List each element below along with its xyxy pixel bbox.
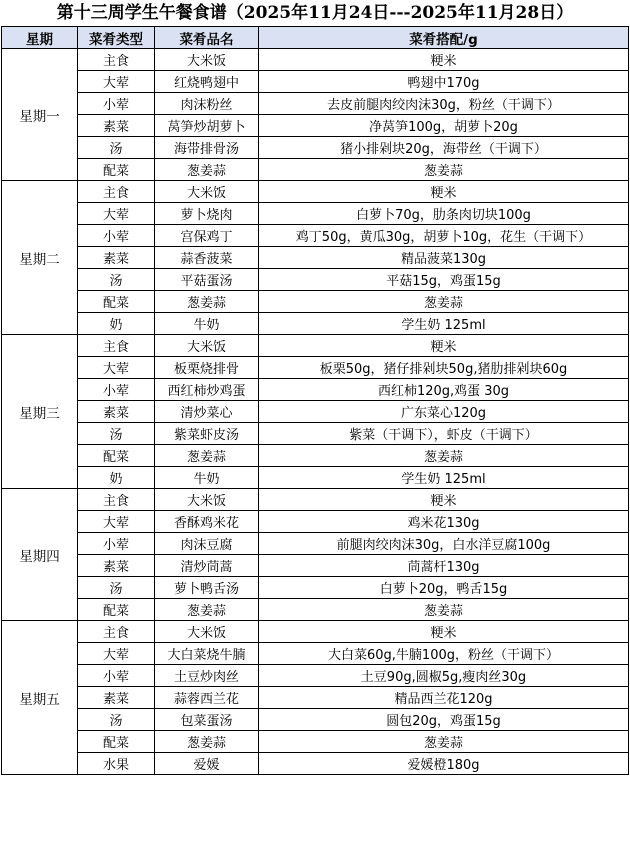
dish-name-cell: 葱姜蒜 (155, 291, 259, 313)
dish-name-cell: 葱姜蒜 (155, 445, 259, 467)
dish-type-cell: 素菜 (78, 115, 155, 137)
table-row (2, 313, 629, 335)
ingredients-cell: 西红柿120g,鸡蛋 30g (259, 379, 629, 401)
dish-name-cell: 大白菜烧牛腩 (155, 643, 259, 665)
dish-type-cell: 素菜 (78, 555, 155, 577)
table-row (2, 555, 629, 577)
day-cell: 星期二 (2, 181, 78, 335)
day-cell: 星期五 (2, 621, 78, 775)
ingredients-cell: 大白菜60g,牛腩100g，粉丝（干调下） (259, 643, 629, 665)
dish-type-cell: 主食 (78, 49, 155, 71)
table-row (2, 181, 629, 203)
ingredients-cell: 平菇15g，鸡蛋15g (259, 269, 629, 291)
dish-name-cell: 平菇蛋汤 (155, 269, 259, 291)
dish-name-cell: 土豆炒肉丝 (155, 665, 259, 687)
ingredients-cell: 紫菜（干调下），虾皮（干调下） (259, 423, 629, 445)
dish-name-cell: 大米饭 (155, 489, 259, 511)
table-row (2, 225, 629, 247)
day-cell: 星期一 (2, 49, 78, 181)
ingredients-cell: 粳米 (259, 335, 629, 357)
table-row (2, 753, 629, 775)
table-row (2, 203, 629, 225)
day-cell: 星期四 (2, 489, 78, 621)
dish-name-cell: 海带排骨汤 (155, 137, 259, 159)
table-row (2, 445, 629, 467)
dish-type-cell: 汤 (78, 709, 155, 731)
dish-type-cell: 小荤 (78, 93, 155, 115)
dish-type-cell: 汤 (78, 269, 155, 291)
dish-type-cell: 小荤 (78, 533, 155, 555)
table-row (2, 159, 629, 181)
table-row (2, 379, 629, 401)
table-row (2, 665, 629, 687)
dish-name-cell: 葱姜蒜 (155, 599, 259, 621)
dish-type-cell: 汤 (78, 137, 155, 159)
ingredients-cell: 广东菜心120g (259, 401, 629, 423)
dish-name-cell: 牛奶 (155, 467, 259, 489)
dish-type-cell: 配菜 (78, 731, 155, 753)
ingredients-cell: 净莴笋100g，胡萝卜20g (259, 115, 629, 137)
ingredients-cell: 葱姜蒜 (259, 599, 629, 621)
ingredients-cell: 土豆90g,圆椒5g,瘦肉丝30g (259, 665, 629, 687)
ingredients-cell: 精品菠菜130g (259, 247, 629, 269)
dish-type-cell: 水果 (78, 753, 155, 775)
dish-name-cell: 西红柿炒鸡蛋 (155, 379, 259, 401)
dish-type-cell: 配菜 (78, 291, 155, 313)
ingredients-cell: 茼蒿杆130g (259, 555, 629, 577)
ingredients-cell: 粳米 (259, 181, 629, 203)
dish-type-cell: 配菜 (78, 159, 155, 181)
dish-name-cell: 香酥鸡米花 (155, 511, 259, 533)
table-row (2, 489, 629, 511)
dish-name-cell: 葱姜蒜 (155, 159, 259, 181)
dish-name-cell: 莴笋炒胡萝卜 (155, 115, 259, 137)
ingredients-cell: 猪小排剁块20g，海带丝（干调下） (259, 137, 629, 159)
dish-name-cell: 蒜香菠菜 (155, 247, 259, 269)
dish-name-cell: 肉沫豆腐 (155, 533, 259, 555)
dish-type-cell: 主食 (78, 335, 155, 357)
dish-type-cell: 配菜 (78, 445, 155, 467)
dish-name-cell: 牛奶 (155, 313, 259, 335)
dish-name-cell: 大米饭 (155, 621, 259, 643)
table-row (2, 467, 629, 489)
dish-type-cell: 大荤 (78, 203, 155, 225)
dish-name-cell: 蒜蓉西兰花 (155, 687, 259, 709)
table-row (2, 291, 629, 313)
ingredients-cell: 白萝卜20g，鸭舌15g (259, 577, 629, 599)
header-name: 菜肴品名 (155, 27, 259, 49)
ingredients-cell: 鸡米花130g (259, 511, 629, 533)
dish-type-cell: 小荤 (78, 665, 155, 687)
dish-type-cell: 汤 (78, 423, 155, 445)
ingredients-cell: 学生奶 125ml (259, 313, 629, 335)
table-row (2, 335, 629, 357)
ingredients-cell: 爱媛橙180g (259, 753, 629, 775)
dish-name-cell: 包菜蛋汤 (155, 709, 259, 731)
dish-type-cell: 素菜 (78, 687, 155, 709)
dish-type-cell: 小荤 (78, 379, 155, 401)
dish-type-cell: 大荤 (78, 643, 155, 665)
table-row (2, 137, 629, 159)
dish-type-cell: 奶 (78, 313, 155, 335)
table-row (2, 423, 629, 445)
table-row (2, 357, 629, 379)
header-ingredients: 菜肴搭配/g (259, 27, 629, 49)
dish-name-cell: 清炒菜心 (155, 401, 259, 423)
table-row (2, 93, 629, 115)
dish-name-cell: 肉沫粉丝 (155, 93, 259, 115)
ingredients-cell: 精品西兰花120g (259, 687, 629, 709)
dish-name-cell: 大米饭 (155, 335, 259, 357)
table-row (2, 115, 629, 137)
ingredients-cell: 学生奶 125ml (259, 467, 629, 489)
table-row (2, 247, 629, 269)
ingredients-cell: 白萝卜70g，肋条肉切块100g (259, 203, 629, 225)
table-row (2, 49, 629, 71)
dish-type-cell: 大荤 (78, 511, 155, 533)
dish-type-cell: 素菜 (78, 247, 155, 269)
menu-table (1, 26, 629, 775)
ingredients-cell: 粳米 (259, 621, 629, 643)
dish-name-cell: 红烧鸭翅中 (155, 71, 259, 93)
ingredients-cell: 鸭翅中170g (259, 71, 629, 93)
dish-type-cell: 大荤 (78, 357, 155, 379)
header-row (2, 27, 629, 49)
dish-name-cell: 葱姜蒜 (155, 731, 259, 753)
ingredients-cell: 去皮前腿肉绞肉沫30g，粉丝（干调下） (259, 93, 629, 115)
dish-name-cell: 板栗烧排骨 (155, 357, 259, 379)
day-cell: 星期三 (2, 335, 78, 489)
ingredients-cell: 粳米 (259, 49, 629, 71)
ingredients-cell: 板栗50g，猪仔排剁块50g,猪肋排剁块60g (259, 357, 629, 379)
dish-type-cell: 奶 (78, 467, 155, 489)
dish-name-cell: 宫保鸡丁 (155, 225, 259, 247)
table-row (2, 643, 629, 665)
table-row (2, 269, 629, 291)
dish-type-cell: 配菜 (78, 599, 155, 621)
ingredients-cell: 粳米 (259, 489, 629, 511)
table-row (2, 577, 629, 599)
table-body (2, 49, 629, 775)
dish-name-cell: 大米饭 (155, 49, 259, 71)
ingredients-cell: 葱姜蒜 (259, 291, 629, 313)
dish-type-cell: 大荤 (78, 71, 155, 93)
header-type: 菜肴类型 (78, 27, 155, 49)
ingredients-cell: 前腿肉绞肉沫30g，白水洋豆腐100g (259, 533, 629, 555)
ingredients-cell: 葱姜蒜 (259, 731, 629, 753)
ingredients-cell: 鸡丁50g，黄瓜30g，胡萝卜10g，花生（干调下） (259, 225, 629, 247)
dish-name-cell: 爱媛 (155, 753, 259, 775)
table-row (2, 687, 629, 709)
dish-name-cell: 清炒茼蒿 (155, 555, 259, 577)
table-row (2, 401, 629, 423)
table-row (2, 709, 629, 731)
dish-type-cell: 小荤 (78, 225, 155, 247)
table-row (2, 621, 629, 643)
dish-type-cell: 主食 (78, 181, 155, 203)
ingredients-cell: 葱姜蒜 (259, 159, 629, 181)
dish-type-cell: 主食 (78, 489, 155, 511)
dish-type-cell: 素菜 (78, 401, 155, 423)
page-title: 第十三周学生午餐食谱（2025年11月24日---2025年11月28日） (56, 3, 574, 23)
dish-type-cell: 汤 (78, 577, 155, 599)
table-row (2, 599, 629, 621)
table-row (2, 533, 629, 555)
table-header (2, 27, 629, 49)
table-row (2, 731, 629, 753)
dish-type-cell: 主食 (78, 621, 155, 643)
table-row (2, 71, 629, 93)
dish-name-cell: 大米饭 (155, 181, 259, 203)
ingredients-cell: 葱姜蒜 (259, 445, 629, 467)
table-row (2, 511, 629, 533)
ingredients-cell: 圆包20g，鸡蛋15g (259, 709, 629, 731)
dish-name-cell: 萝卜烧肉 (155, 203, 259, 225)
header-day: 星期 (2, 27, 78, 49)
dish-name-cell: 紫菜虾皮汤 (155, 423, 259, 445)
dish-name-cell: 萝卜鸭舌汤 (155, 577, 259, 599)
